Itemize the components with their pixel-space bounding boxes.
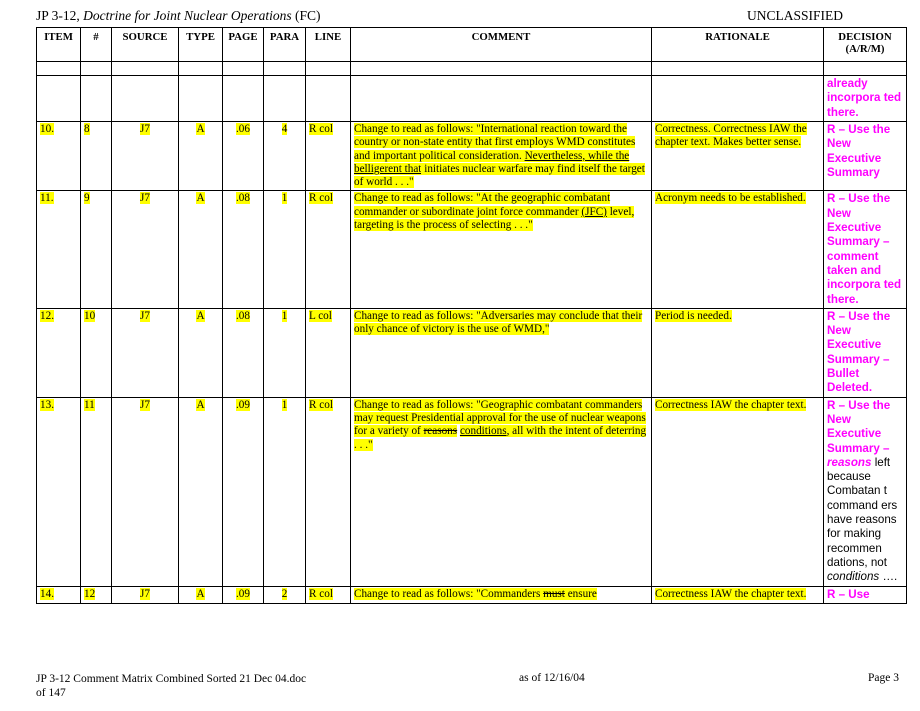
- spacer-row: [37, 62, 907, 76]
- table-row: 10. 8 J7 A .06 4 R col Change to read as follows: "International reaction toward the country or non-state entity that first employs WMD constitutes and important political consideration. Nevertheless, while the belligerent that initiates nuclear warfare may find itself the target of world . . ." Correctness. Correctness IAW the chapter text. Makes better sense. R – Use the New Executive Summary: [37, 122, 907, 191]
- rationale-cell: Correctness IAW the chapter text.: [652, 586, 824, 603]
- comment-cell: Change to read as follows: "Commanders must ensure: [351, 586, 652, 603]
- comment-cell: Change to read as follows: "International reaction toward the country or non-state entity that first employs WMD constitutes and important political consideration. Nevertheless, while the belligerent that initiates nuclear warfare may find itself the target of world . . .": [351, 122, 652, 191]
- col-header-rationale: RATIONALE: [652, 28, 824, 62]
- col-header-page: PAGE: [223, 28, 264, 62]
- header-row: [37, 28, 907, 62]
- table-row: 13. 11 J7 A .09 1 R col Change to read as follows: "Geographic combatant commanders may request Presidential approval for the use of nuclear weapons for a variety of reasons conditions, all with the intent of deterring . . ." Correctness IAW the chapter text. R – Use the New Executive Summary – reasons left because Combatan t command ers have reasons for making recommen dations, not conditions ….: [37, 397, 907, 586]
- comment-cell: Change to read as follows: "At the geographic combatant commander or subordinate joint force commander (JFC) level, targeting is the process of selecting . . .": [351, 191, 652, 308]
- rationale-cell: Acronym needs to be established.: [652, 191, 824, 308]
- col-header-decision: DECISION (A/R/M): [824, 28, 907, 62]
- footer-date: as of 12/16/04: [519, 672, 585, 684]
- comment-cell: Change to read as follows: "Adversaries may conclude that their only chance of victory is the use of WMD,": [351, 308, 652, 397]
- comment-cell: Change to read as follows: "Geographic combatant commanders may request Presidential approval for the use of nuclear weapons for a variety of reasons conditions, all with the intent of deterring . . .": [351, 397, 652, 586]
- rationale-cell: Correctness IAW the chapter text.: [652, 397, 824, 586]
- table-row: 12. 10 J7 A .08 1 L col Change to read as follows: "Adversaries may conclude that their only chance of victory is the use of WMD," Period is needed. R – Use the New Executive Summary – Bullet Deleted.: [37, 308, 907, 397]
- classification-label: UNCLASSIFIED: [747, 8, 844, 23]
- decision-cell: R – Use: [827, 587, 870, 601]
- col-header-item: ITEM: [37, 28, 81, 62]
- decision-cell: R – Use the New Executive Summary: [827, 123, 891, 179]
- col-header-type: TYPE: [179, 28, 223, 62]
- table-row: 11. 9 J7 A .08 1 R col Change to read as follows: "At the geographic combatant commander or subordinate joint force commander (JFC) level, targeting is the process of selecting . . ." Acronym needs to be established. R – Use the New Executive Summary – comment taken and incorpora ted there.: [37, 191, 907, 308]
- footer-filename: JP 3-12 Comment Matrix Combined Sorted 21 Dec 04.doc of 147: [36, 673, 307, 699]
- decision-cell: R – Use the New Executive Summary – reasons left because Combatan t command ers have reasons for making recommen dations, not conditions ….: [824, 397, 907, 586]
- decision-cell: R – Use the New Executive Summary – comment taken and incorpora ted there.: [827, 192, 902, 306]
- col-header-line: LINE: [306, 28, 351, 62]
- col-header-para: PARA: [264, 28, 306, 62]
- rationale-cell: Period is needed.: [652, 308, 824, 397]
- comment-matrix-table: [36, 27, 907, 604]
- table-row-continued: [37, 76, 907, 122]
- decision-cell: R – Use the New Executive Summary – Bullet Deleted.: [827, 309, 891, 395]
- document-title: JP 3-12, Doctrine for Joint Nuclear Operations (FC): [36, 8, 321, 23]
- decision-cell: already incorpora ted there.: [827, 77, 902, 119]
- table-row: 14. 12 J7 A .09 2 R col Change to read as follows: "Commanders must ensure Correctness IAW the chapter text. R – Use: [37, 586, 907, 603]
- footer-page-number: Page 3: [868, 672, 899, 684]
- rationale-cell: Correctness. Correctness IAW the chapter text. Makes better sense.: [652, 122, 824, 191]
- col-header-comment: COMMENT: [351, 28, 652, 62]
- col-header-num: #: [81, 28, 112, 62]
- col-header-source: SOURCE: [112, 28, 179, 62]
